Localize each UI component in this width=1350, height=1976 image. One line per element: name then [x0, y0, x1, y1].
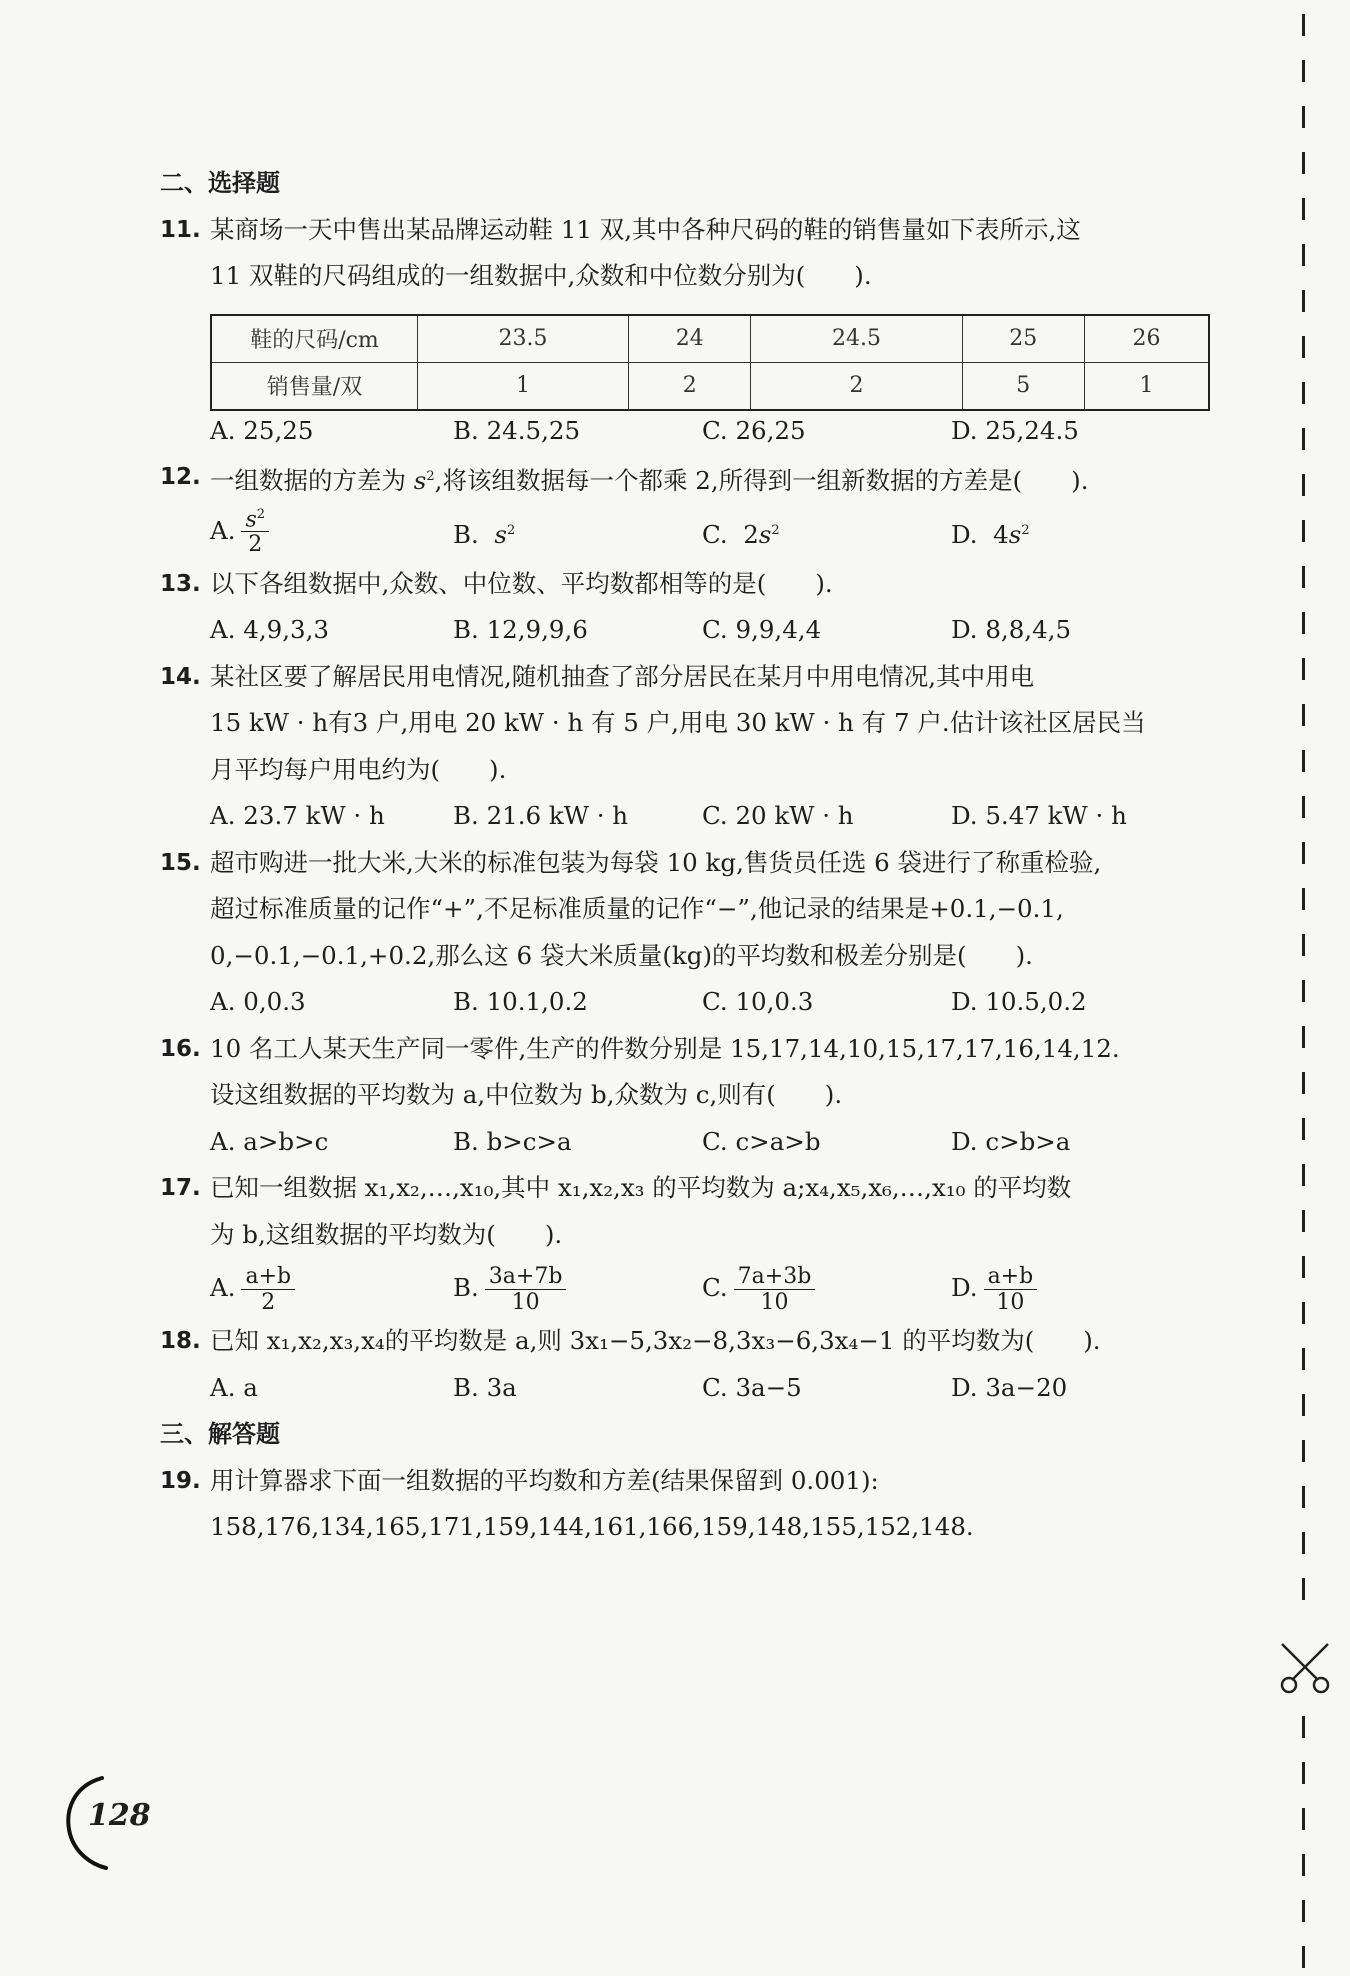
question-text-part: 一组数据的方差为 [210, 466, 414, 496]
fraction [734, 1265, 816, 1313]
numerator [241, 508, 269, 532]
cut-line-dash [1302, 704, 1305, 726]
option-d: D. 3a−20 [951, 1372, 1068, 1402]
question-15 [160, 840, 1222, 887]
question-17-options [160, 1258, 1222, 1318]
cut-line-dash [1302, 474, 1305, 496]
option-a: A. 4,9,3,3 [210, 615, 329, 644]
option-d: D. 5.47 kW · h [951, 801, 1127, 830]
cut-line-dash [1302, 1486, 1305, 1508]
question-14-line2 [160, 700, 1222, 747]
cut-line-dash [1302, 612, 1305, 634]
cut-line-dash [1302, 1440, 1305, 1462]
question-text: 已知一组数据 x₁,x₂,…,x₁₀,其中 x₁,x₂,x₃ 的平均数为 a;x₄,x₅,x₆,…,x₁₀ 的平均数 [210, 1173, 1072, 1202]
cut-line-dash [1302, 980, 1305, 1002]
cut-line-dash [1302, 1394, 1305, 1416]
table-cell: 5 [962, 362, 1084, 410]
cut-line-dash [1302, 1900, 1305, 1922]
option-a: A. 23.7 kW · h [210, 801, 385, 830]
table-cell: 销售量/双 [211, 362, 418, 410]
question-text: 11 双鞋的尺码组成的一组数据中,众数和中位数分别为( ). [210, 261, 872, 290]
question-text: 超过标准质量的记作“+”,不足标准质量的记作“−”,他记录的结果是+0.1,−0.1, [210, 894, 1064, 923]
question-14 [160, 654, 1222, 701]
numerator: a+b [984, 1265, 1038, 1289]
exponent: 2 [426, 469, 435, 484]
option-label: A. [210, 1273, 236, 1302]
variable: s [1008, 519, 1022, 549]
page-number-badge [60, 1772, 180, 1876]
table-cell: 23.5 [418, 315, 629, 363]
question-text: 15 kW · h有3 户,用电 20 kW · h 有 5 户,用电 30 kW · h 有 7 户.估计该社区居民当 [210, 708, 1146, 737]
numerator: 7a+3b [734, 1265, 816, 1289]
option-label: D. [951, 519, 978, 549]
question-19 [160, 1458, 1222, 1505]
cut-line-dash [1302, 1072, 1305, 1094]
table-cell: 鞋的尺码/cm [211, 315, 418, 363]
section-heading-answer: 三、解答题 [160, 1420, 280, 1448]
cut-line-dash [1302, 60, 1305, 82]
option-d [951, 1258, 1037, 1318]
question-text: 用计算器求下面一组数据的平均数和方差(结果保留到 0.001): [210, 1465, 879, 1495]
cut-line-dash [1302, 152, 1305, 174]
option-a: A. 25,25 [210, 415, 314, 445]
option-a [210, 501, 269, 561]
page-content [160, 160, 1222, 1551]
denominator: 2 [248, 532, 263, 558]
option-c: C. 20 kW · h [702, 801, 854, 830]
table-cell: 1 [418, 362, 629, 410]
option-c [702, 501, 780, 565]
cut-line-dash [1302, 336, 1305, 358]
cut-line-dash [1302, 1716, 1305, 1738]
table-cell: 24.5 [751, 315, 962, 363]
question-text [210, 454, 1089, 505]
cut-line-dash [1302, 1302, 1305, 1324]
option-label: C. [702, 1273, 728, 1302]
option-a [210, 1258, 295, 1318]
option-c: C. c>a>b [702, 1126, 821, 1156]
question-text: 超市购进一批大米,大米的标准包装为每袋 10 kg,售货员任选 6 袋进行了称重检验, [210, 847, 1102, 877]
cut-line-dash [1302, 1946, 1305, 1968]
table-row [211, 362, 1209, 410]
question-text: 以下各组数据中,众数、中位数、平均数都相等的是( ). [210, 568, 833, 598]
cut-line-dash [1302, 382, 1305, 404]
question-13-options [160, 607, 1222, 654]
shoe-size-table-wrapper [160, 300, 1222, 408]
cut-line-dash [1302, 1026, 1305, 1048]
option-a: A. a>b>c [210, 1126, 329, 1156]
question-12 [160, 454, 1222, 501]
numerator: 3a+7b [485, 1265, 567, 1289]
option-c: C. 26,25 [702, 415, 806, 445]
denominator: 10 [760, 1289, 789, 1315]
option-c: C. 3a−5 [702, 1372, 802, 1402]
cut-line-dash [1302, 658, 1305, 680]
option-b: B. 10.1,0.2 [453, 987, 588, 1016]
question-number: 12. [160, 464, 201, 490]
question-number: 14. [160, 663, 201, 690]
denominator: 10 [996, 1289, 1025, 1315]
cut-line-dash [1302, 934, 1305, 956]
question-text: 月平均每户用电约为( ). [210, 754, 507, 784]
option-label: B. [453, 519, 479, 549]
numerator: a+b [241, 1265, 295, 1289]
question-17-line2 [160, 1212, 1222, 1259]
option-d: D. 25,24.5 [951, 415, 1079, 445]
question-16-options [160, 1119, 1222, 1166]
fraction [485, 1265, 567, 1313]
option-b: B. 3a [453, 1372, 517, 1402]
option-label: A. [210, 515, 236, 545]
exponent: 2 [256, 506, 266, 522]
fraction [241, 508, 269, 557]
option-c: C. 9,9,4,4 [702, 615, 822, 644]
option-b: B. b>c>a [453, 1126, 572, 1156]
cut-line-dash [1302, 106, 1305, 128]
cut-line-dash [1302, 796, 1305, 818]
question-14-options [160, 793, 1222, 840]
table-cell: 26 [1084, 315, 1209, 363]
cut-line-dash [1302, 1210, 1305, 1232]
question-19-data [160, 1504, 1222, 1551]
cut-line-dash [1302, 1532, 1305, 1554]
question-text: 为 b,这组数据的平均数为( ). [210, 1219, 563, 1249]
denominator: 10 [511, 1289, 540, 1315]
question-11 [160, 207, 1222, 254]
question-text: 某商场一天中售出某品牌运动鞋 11 双,其中各种尺码的鞋的销售量如下表所示,这 [210, 214, 1081, 244]
cut-line-dash [1302, 1348, 1305, 1370]
table-row [211, 315, 1209, 363]
question-18 [160, 1318, 1222, 1365]
variable: s [413, 466, 427, 496]
question-text-part: ,将该组数据每一个都乘 2,所得到一组新数据的方差是( ). [434, 466, 1089, 496]
option-label: C. [702, 519, 728, 549]
option-b: B. 21.6 kW · h [453, 801, 629, 830]
option-b: B. 24.5,25 [453, 415, 581, 445]
cut-line-dash [1302, 198, 1305, 220]
question-number: 15. [160, 849, 201, 876]
cut-line-dash [1302, 1256, 1305, 1278]
question-number: 19. [160, 1467, 201, 1494]
exponent: 2 [1021, 522, 1030, 538]
fraction [984, 1265, 1038, 1313]
option-b [453, 1258, 566, 1318]
question-18-options [160, 1365, 1222, 1412]
cut-line-dash [1302, 1578, 1305, 1600]
page-number: 128 [88, 1798, 151, 1833]
cut-line-dash [1302, 1164, 1305, 1186]
question-13 [160, 561, 1222, 608]
question-12-options [160, 501, 1222, 561]
cut-line-dash [1302, 1854, 1305, 1876]
cut-line-dash [1302, 566, 1305, 588]
section-heading-choice: 二、选择题 [160, 169, 280, 197]
denominator: 2 [261, 1289, 276, 1315]
option-b [453, 501, 515, 565]
option-a: A. 0,0.3 [210, 987, 306, 1016]
fraction [241, 1265, 295, 1313]
option-c [702, 1258, 815, 1318]
cut-line-dash [1302, 842, 1305, 864]
option-d: D. 10.5,0.2 [951, 987, 1087, 1016]
option-d: D. 8,8,4,5 [951, 615, 1072, 644]
question-number: 16. [160, 1035, 201, 1062]
option-d: D. c>b>a [951, 1126, 1071, 1156]
data-values: 158,176,134,165,171,159,144,161,166,159,148,155,152,148. [210, 1512, 974, 1541]
scissors-icon [1276, 1640, 1334, 1696]
variable: s [245, 507, 257, 533]
question-number: 17. [160, 1175, 201, 1201]
variable: s [758, 519, 772, 549]
question-text: 0,−0.1,−0.1,+0.2,那么这 6 袋大米质量(kg)的平均数和极差分别是( ). [210, 940, 1033, 970]
cut-line-dash [1302, 888, 1305, 910]
table-cell: 2 [629, 362, 751, 410]
exponent: 2 [506, 522, 516, 538]
question-text: 10 名工人某天生产同一零件,生产的件数分别是 15,17,14,10,15,17,17,16,14,12. [210, 1033, 1120, 1063]
table-cell: 1 [1084, 362, 1209, 410]
question-16-line2 [160, 1072, 1222, 1119]
option-d [951, 501, 1030, 565]
coefficient: 4 [993, 519, 1009, 549]
option-b: B. 12,9,9,6 [453, 615, 588, 644]
question-number: 11. [160, 216, 201, 243]
question-15-line2 [160, 886, 1222, 933]
question-number: 18. [160, 1328, 201, 1354]
cut-line-dash [1302, 1118, 1305, 1140]
table-cell: 25 [962, 315, 1084, 363]
question-15-options [160, 979, 1222, 1026]
option-label: D. [951, 1273, 978, 1302]
question-15-line3 [160, 933, 1222, 980]
cut-line-dash [1302, 1762, 1305, 1784]
option-a: A. a [210, 1372, 258, 1402]
exponent: 2 [771, 522, 780, 538]
coefficient: 2 [743, 519, 759, 549]
question-11-options [160, 408, 1222, 455]
cut-line-dash [1302, 1808, 1305, 1830]
option-label: B. [453, 1273, 479, 1302]
cut-line-dash [1302, 290, 1305, 312]
question-14-line3 [160, 747, 1222, 794]
question-16 [160, 1026, 1222, 1073]
table-cell: 2 [751, 362, 962, 410]
shoe-size-table [210, 314, 1210, 411]
question-text: 设这组数据的平均数为 a,中位数为 b,众数为 c,则有( ). [210, 1080, 843, 1109]
option-c: C. 10,0.3 [702, 987, 814, 1016]
question-text: 已知 x₁,x₂,x₃,x₄的平均数是 a,则 3x₁−5,3x₂−8,3x₃−6,3x₄−1 的平均数为( ). [210, 1326, 1101, 1355]
cut-line-dash [1302, 520, 1305, 542]
question-17 [160, 1165, 1222, 1212]
cut-line-dash [1302, 244, 1305, 266]
cut-line-dash [1302, 750, 1305, 772]
question-text: 某社区要了解居民用电情况,随机抽查了部分居民在某月中用电情况,其中用电 [210, 661, 1035, 691]
variable: s [494, 519, 507, 549]
table-cell: 24 [629, 315, 751, 363]
cut-line-dash [1302, 428, 1305, 450]
question-11-line2 [160, 253, 1222, 300]
cut-line-dash [1302, 14, 1305, 36]
question-number: 13. [160, 570, 201, 597]
